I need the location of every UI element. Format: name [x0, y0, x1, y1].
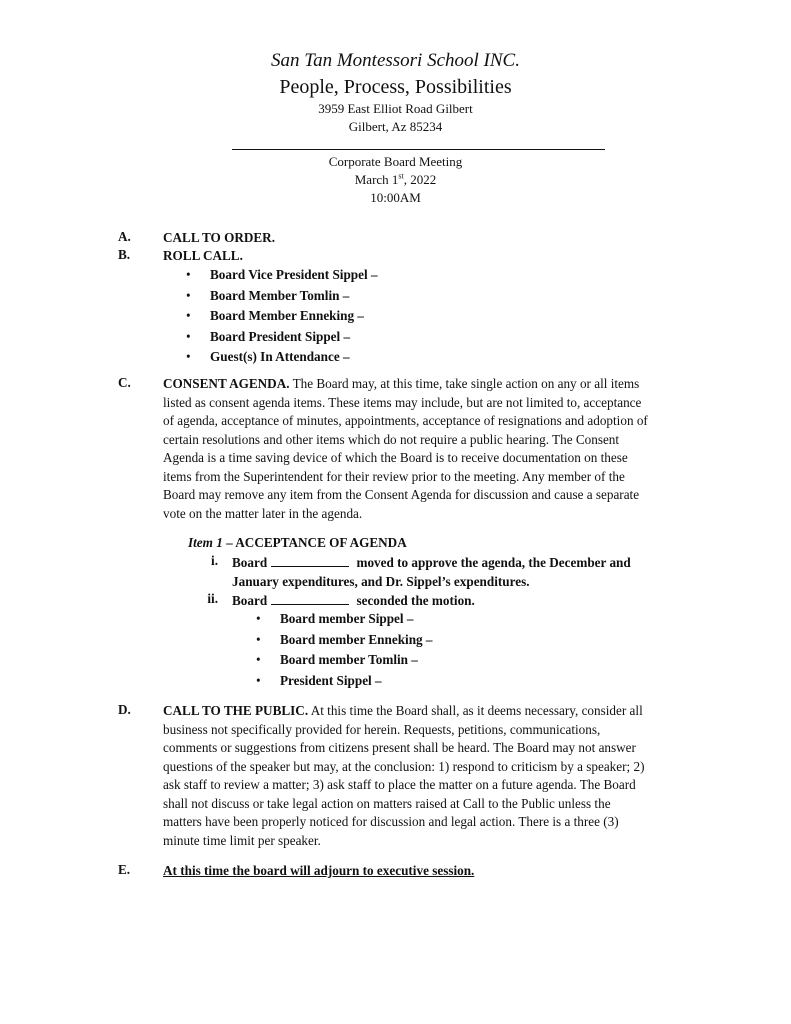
section-b-letter: B.: [118, 247, 131, 262]
section-c-line: of agenda, acceptance of minutes, appointments, acceptance of resignations and adoption of: [163, 413, 648, 428]
header-divider: [232, 149, 605, 150]
vote-item: • Board member Tomlin –: [256, 650, 433, 671]
section-e-title: At this time the board will adjourn to executive session.: [163, 863, 475, 878]
motion-ii-word: Board: [232, 593, 268, 608]
vote-list: [256, 609, 433, 691]
motion-ii-numeral: ii.: [207, 591, 218, 606]
item-1-label: Item 1: [188, 535, 223, 550]
school-name: San Tan Montessori School INC.: [271, 50, 520, 71]
roll-call-item: • Board Vice President Sippel –: [186, 265, 378, 286]
section-c-line: items from the Superintendent for their review prior to the meeting. Any member of the: [163, 468, 625, 484]
meeting-date-month-day: March 1: [354, 172, 399, 187]
meeting-time: 10:00AM: [370, 190, 421, 205]
roll-call-item: • Board Member Tomlin –: [186, 286, 378, 307]
section-d-title: CALL TO THE PUBLIC.: [163, 703, 309, 718]
section-c-line: [163, 375, 743, 394]
roll-call-item: • Board President Sippel –: [186, 327, 378, 348]
section-a-letter: A.: [118, 229, 131, 244]
roll-call-list: [186, 265, 378, 368]
item-1-heading: – ACCEPTANCE OF AGENDA: [222, 535, 407, 550]
section-d-line: questions of the speaker but may, at the conclusion: 1) respond to criticism by a speaker; 2): [163, 758, 645, 774]
section-c-title: CONSENT AGENDA.: [163, 376, 290, 391]
motion-i-numeral: i.: [211, 553, 218, 568]
section-d-letter: D.: [118, 702, 131, 717]
section-c-line: listed as consent agenda items. These items may include, but are not limited to, acceptance: [163, 394, 642, 410]
section-d-line: comments or suggestions from citizens present shall be heard. The Board may not answer: [163, 740, 636, 755]
vote-item: • President Sippel –: [256, 671, 433, 692]
motion-i-text: moved to approve the agenda, the December and: [356, 555, 631, 570]
section-a-title: CALL TO ORDER.: [163, 230, 276, 245]
motion-i-blank: [271, 555, 349, 567]
address-line-1: 3959 East Elliot Road Gilbert: [318, 101, 473, 116]
meeting-date-year: , 2022: [403, 172, 437, 187]
section-d-paragraph: [163, 702, 743, 850]
motion-i-line1: [232, 553, 631, 572]
section-d-line: shall not discuss or take legal action on matters raised at Call to the Public unless the: [163, 795, 611, 811]
section-c-line: vote on the matter later in the agenda.: [163, 505, 363, 521]
section-d-line: business not specifically provided for herein. Requests, petitions, communications,: [163, 721, 601, 737]
section-c-line: Board may remove any item from the Consent Agenda for discussion and cause a separate: [163, 487, 640, 502]
section-c-line: certain resolutions and other items which do not require a public hearing. The Consent: [163, 431, 620, 447]
section-c-paragraph: [163, 375, 743, 523]
roll-call-item: • Guest(s) In Attendance –: [186, 347, 378, 368]
section-e-paragraph: [163, 862, 743, 881]
motion-ii-line: [232, 591, 475, 610]
section-c-letter: C.: [118, 375, 131, 390]
motion-i-line2: January expenditures, and Dr. Sippel’s expenditures.: [232, 574, 530, 589]
section-c-line-text: The Board may, at this time, take single action on any or all items: [289, 376, 640, 391]
section-c-line: Agenda is a time saving device of which the Board is to receive documentation on these: [163, 450, 628, 465]
section-e-letter: E.: [118, 862, 131, 877]
motion-ii-text: seconded the motion.: [356, 593, 475, 608]
roll-call-item: • Board Member Enneking –: [186, 306, 378, 327]
meeting-date-ordinal: st: [398, 171, 404, 181]
vote-item: • Board member Sippel –: [256, 609, 433, 630]
section-d-line: matters have been properly noticed for discussion and legal action. There is a three (3): [163, 814, 619, 829]
section-d-line: minute time limit per speaker.: [163, 832, 321, 848]
address-line-2: Gilbert, Az 85234: [348, 119, 443, 134]
section-d-line: [163, 702, 743, 721]
section-d-line: ask staff to review a matter; 3) ask staff to place the matter on a future agenda. The Board: [163, 777, 636, 792]
vote-item: • Board member Enneking –: [256, 630, 433, 651]
meeting-date: [0, 172, 791, 188]
school-motto: People, Process, Possibilities: [279, 76, 512, 98]
motion-i-word: Board: [232, 555, 268, 570]
section-b-title: ROLL CALL.: [163, 248, 243, 263]
section-d-line-text: At this time the Board shall, as it deems necessary, consider all: [308, 703, 643, 718]
motion-ii-blank: [271, 593, 349, 605]
item-1-title: [188, 535, 407, 551]
meeting-title: Corporate Board Meeting: [328, 154, 463, 169]
